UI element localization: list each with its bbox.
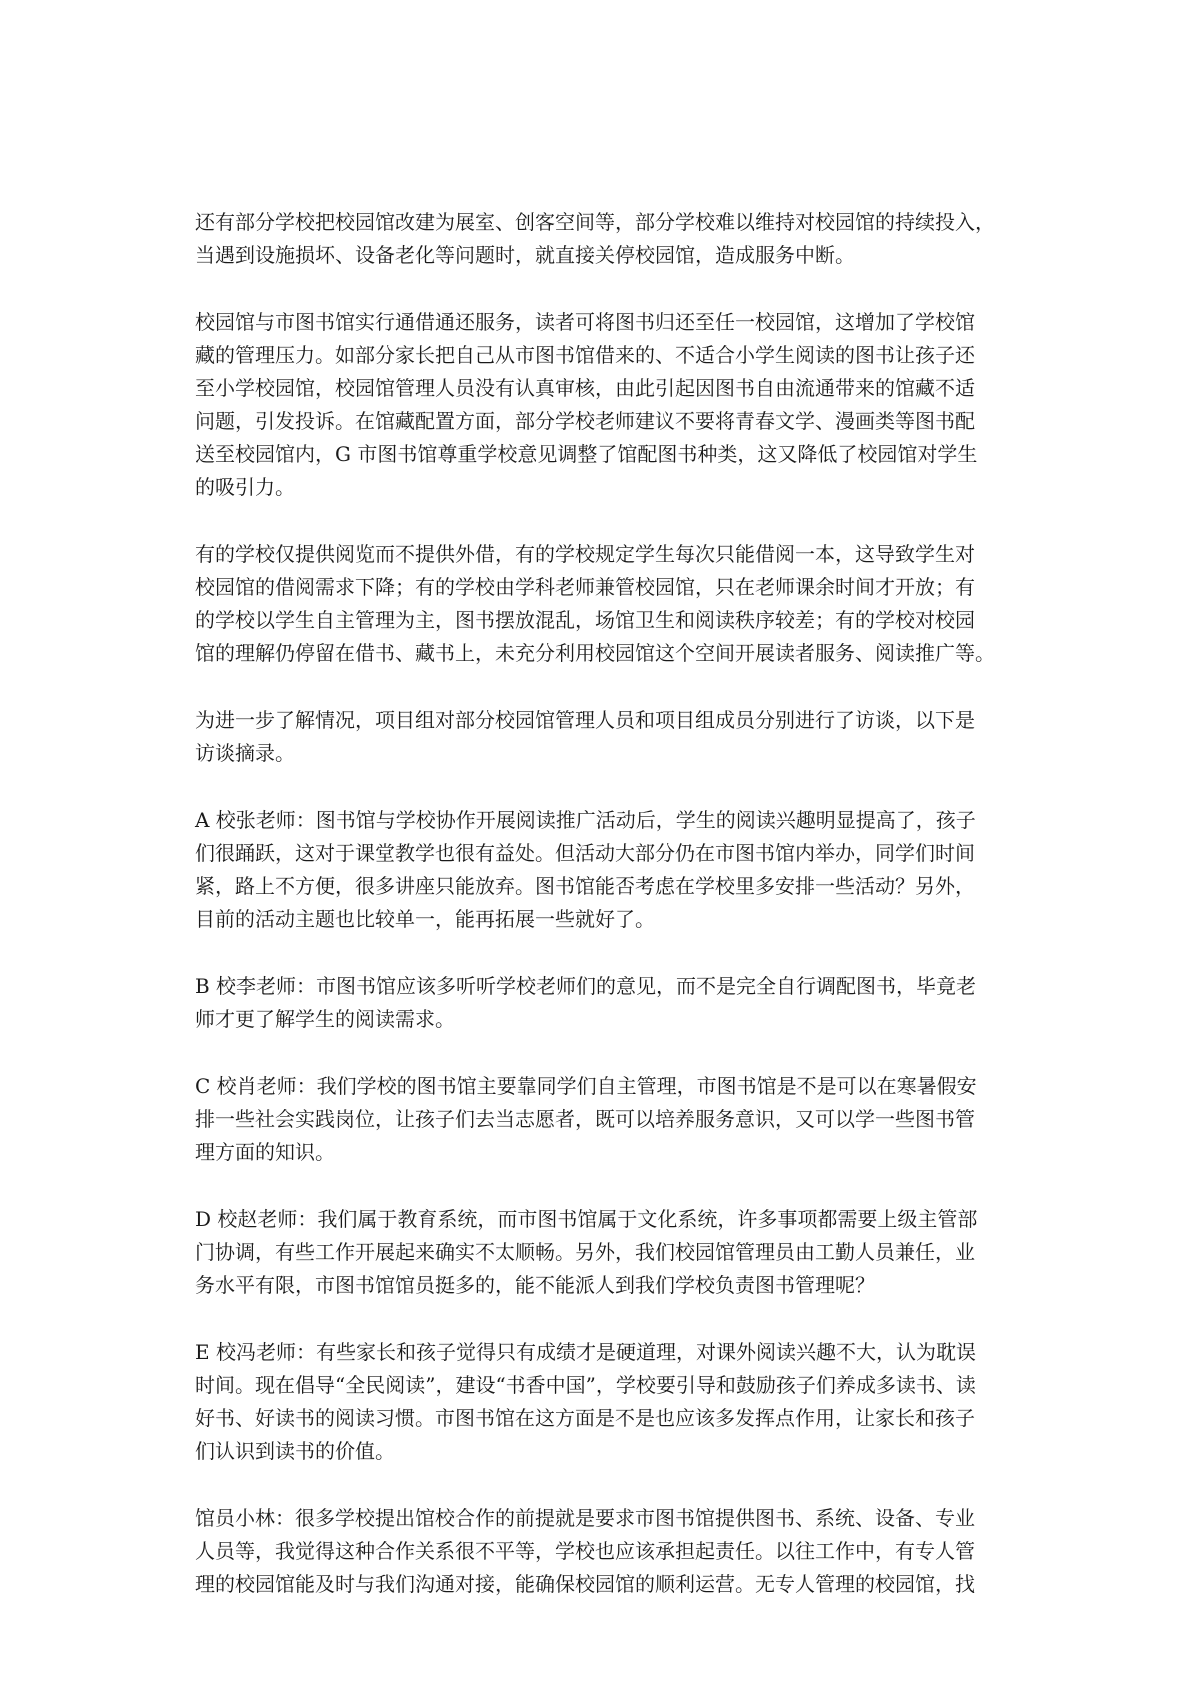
- paragraph-school-b: B 校李老师：市图书馆应该多听听学校老师们的意见，而不是完全自行调配图书，毕竟老 师才更了解学生的阅读需求。: [195, 974, 977, 1031]
- paragraph-librarian-lin: 馆员小林：很多学校提出馆校合作的前提就是要求市图书馆提供图书、系统、设备、专业 人员等，我觉得这种合作关系很不平等，学校也应该承担起责任。以往工作中，有专人管 理的校园馆能及时与我们沟通对接，能确保校园馆的顺利运营。无专人管理的校园馆，找: [195, 1506, 975, 1596]
- paragraph-school-c: C 校肖老师：我们学校的图书馆主要靠同学们自主管理，市图书馆是不是可以在寒暑假安 排一些社会实践岗位，让孩子们去当志愿者，既可以培养服务意识，又可以学一些图书管 理方面的知识。: [195, 1074, 977, 1164]
- paragraph-facility-closure: 还有部分学校把校园馆改建为展室、创客空间等，部分学校难以维持对校园馆的持续投入， 当遇到设施损坏、设备老化等问题时，就直接关停校园馆，造成服务中断。: [195, 210, 995, 267]
- paragraph-lending-rules: 有的学校仅提供阅览而不提供外借，有的学校规定学生每次只能借阅一本，这导致学生对 校园馆的借阅需求下降；有的学校由学科老师兼管校园馆，只在老师课余时间才开放；有 的学校以学生自主管理为主，图书摆放混乱，场馆卫生和阅读秩序较差；有的学校对校园 馆的理解仍停留在借书、藏书上，未充分利用校园馆这个空间开展读者服务、阅读推广等。: [195, 542, 995, 665]
- paragraph-school-a: A 校张老师：图书馆与学校协作开展阅读推广活动后，学生的阅读兴趣明显提高了，孩子 们很踊跃，这对于课堂教学也很有益处。但活动大部分仍在市图书馆内举办，同学们时间 紧，路上不方便，很多讲座只能放弃。图书馆能否考虑在学校里多安排一些活动？另外， 目前的活动主题也比较单一，能再拓展一些就好了。: [195, 808, 976, 931]
- paragraph-school-d: D 校赵老师：我们属于教育系统，而市图书馆属于文化系统，许多事项都需要上级主管部 门协调，有些工作开展起来确实不太顺畅。另外，我们校园馆管理员由工勤人员兼任，业 务水平有限，市图书馆馆员挺多的，能不能派人到我们学校负责图书管理呢？: [195, 1207, 978, 1297]
- paragraph-school-e: E 校冯老师：有些家长和孩子觉得只有成绩才是硬道理，对课外阅读兴趣不大，认为耽误 时间。现在倡导“全民阅读”，建设“书香中国”，学校要引导和鼓励孩子们养成多读书、读 好书、好读书的阅读习惯。市图书馆在这方面是不是也应该多发挥点作用，让家长和孩子 们认识到读书的价值。: [195, 1340, 976, 1463]
- document-body: [195, 206, 995, 1635]
- paragraph-interview-intro: 为进一步了解情况，项目组对部分校园馆管理人员和项目组成员分别进行了访谈，以下是 访谈摘录。: [195, 708, 975, 765]
- paragraph-collection-pressure: 校园馆与市图书馆实行通借通还服务，读者可将图书归还至任一校园馆，这增加了学校馆 藏的管理压力。如部分家长把自己从市图书馆借来的、不适合小学生阅读的图书让孩子还 至小学校园馆，校园馆管理人员没有认真审核，由此引起因图书自由流通带来的馆藏不适 问题，引发投诉。在馆藏配置方面，部分学校老师建议不要将青春文学、漫画类等图书配 送至校园馆内，G 市图书馆尊重学校意见调整了馆配图书种类，这又降低了校园馆对学生 的吸引力。: [195, 310, 978, 499]
